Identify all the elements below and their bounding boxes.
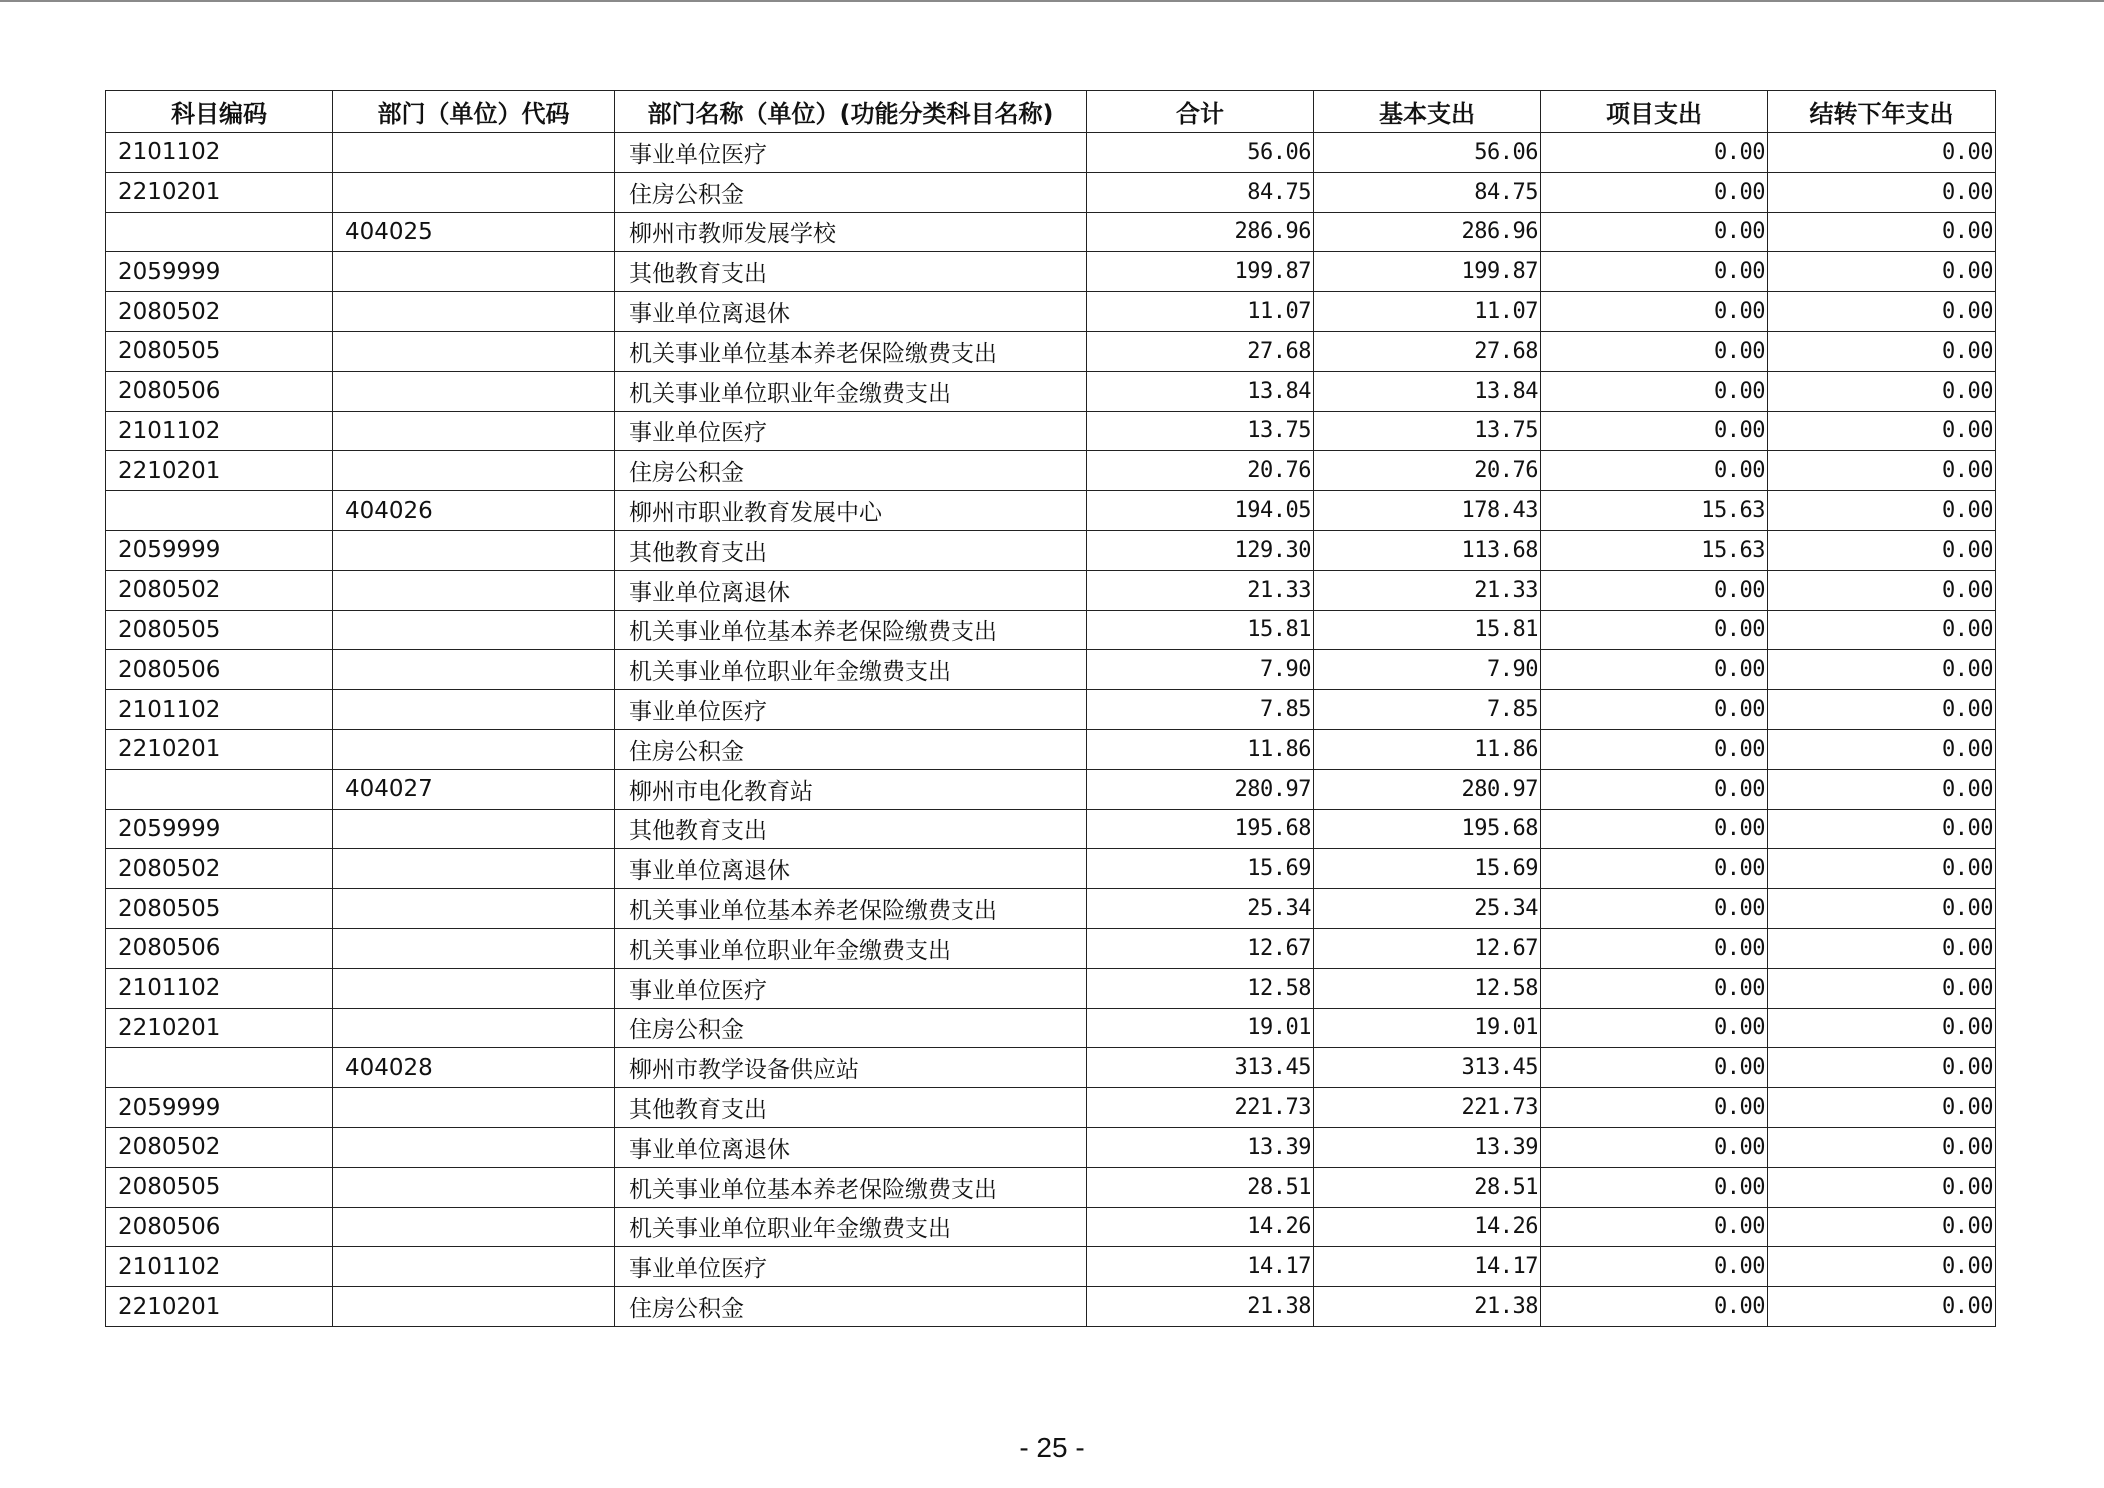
basic-expenditure-cell: 7.90 bbox=[1314, 650, 1541, 690]
table-row bbox=[106, 729, 1996, 769]
basic-expenditure-cell: 13.84 bbox=[1314, 371, 1541, 411]
basic-expenditure-cell: 13.75 bbox=[1314, 411, 1541, 451]
header-project-expenditure: 项目支出 bbox=[1541, 91, 1768, 133]
project-expenditure-cell: 0.00 bbox=[1541, 371, 1768, 411]
basic-expenditure-cell: 11.07 bbox=[1314, 292, 1541, 332]
subject-code-cell: 2059999 bbox=[106, 252, 333, 292]
department-code-cell bbox=[333, 849, 615, 889]
total-cell: 11.86 bbox=[1087, 729, 1314, 769]
department-code-cell bbox=[333, 1088, 615, 1128]
subject-code-cell: 2101102 bbox=[106, 968, 333, 1008]
table-row bbox=[106, 690, 1996, 730]
project-expenditure-cell: 0.00 bbox=[1541, 1127, 1768, 1167]
subject-code-cell: 2210201 bbox=[106, 172, 333, 212]
department-name-cell: 住房公积金 bbox=[615, 1287, 1087, 1327]
carryover-cell: 0.00 bbox=[1768, 212, 1996, 252]
carryover-cell: 0.00 bbox=[1768, 252, 1996, 292]
project-expenditure-cell: 0.00 bbox=[1541, 1247, 1768, 1287]
subject-code-cell bbox=[106, 491, 333, 531]
department-code-cell bbox=[333, 1008, 615, 1048]
department-name-cell: 事业单位医疗 bbox=[615, 1247, 1087, 1287]
project-expenditure-cell: 0.00 bbox=[1541, 1088, 1768, 1128]
department-code-cell: 404026 bbox=[333, 491, 615, 531]
basic-expenditure-cell: 25.34 bbox=[1314, 889, 1541, 929]
department-name-cell: 其他教育支出 bbox=[615, 809, 1087, 849]
department-name-cell: 柳州市职业教育发展中心 bbox=[615, 491, 1087, 531]
project-expenditure-cell: 0.00 bbox=[1541, 1287, 1768, 1327]
table-row bbox=[106, 1287, 1996, 1327]
table-row bbox=[106, 451, 1996, 491]
department-name-cell: 住房公积金 bbox=[615, 1008, 1087, 1048]
top-border-line bbox=[0, 0, 2104, 2]
project-expenditure-cell: 0.00 bbox=[1541, 172, 1768, 212]
project-expenditure-cell: 0.00 bbox=[1541, 889, 1768, 929]
total-cell: 13.39 bbox=[1087, 1127, 1314, 1167]
total-cell: 11.07 bbox=[1087, 292, 1314, 332]
carryover-cell: 0.00 bbox=[1768, 331, 1996, 371]
department-name-cell: 机关事业单位基本养老保险缴费支出 bbox=[615, 331, 1087, 371]
subject-code-cell bbox=[106, 212, 333, 252]
carryover-cell: 0.00 bbox=[1768, 172, 1996, 212]
total-cell: 56.06 bbox=[1087, 133, 1314, 173]
total-cell: 7.85 bbox=[1087, 690, 1314, 730]
total-cell: 280.97 bbox=[1087, 769, 1314, 809]
project-expenditure-cell: 0.00 bbox=[1541, 1008, 1768, 1048]
carryover-cell: 0.00 bbox=[1768, 690, 1996, 730]
table-row bbox=[106, 889, 1996, 929]
subject-code-cell: 2080505 bbox=[106, 610, 333, 650]
department-code-cell bbox=[333, 252, 615, 292]
department-name-cell: 住房公积金 bbox=[615, 451, 1087, 491]
basic-expenditure-cell: 21.38 bbox=[1314, 1287, 1541, 1327]
department-name-cell: 机关事业单位职业年金缴费支出 bbox=[615, 650, 1087, 690]
subject-code-cell: 2101102 bbox=[106, 411, 333, 451]
carryover-cell: 0.00 bbox=[1768, 530, 1996, 570]
department-name-cell: 其他教育支出 bbox=[615, 530, 1087, 570]
department-name-cell: 其他教育支出 bbox=[615, 252, 1087, 292]
subject-code-cell: 2210201 bbox=[106, 729, 333, 769]
department-code-cell bbox=[333, 371, 615, 411]
project-expenditure-cell: 15.63 bbox=[1541, 530, 1768, 570]
basic-expenditure-cell: 21.33 bbox=[1314, 570, 1541, 610]
basic-expenditure-cell: 11.86 bbox=[1314, 729, 1541, 769]
table-row bbox=[106, 849, 1996, 889]
project-expenditure-cell: 0.00 bbox=[1541, 331, 1768, 371]
subject-code-cell: 2080506 bbox=[106, 371, 333, 411]
subject-code-cell: 2080506 bbox=[106, 1207, 333, 1247]
department-code-cell bbox=[333, 968, 615, 1008]
total-cell: 21.33 bbox=[1087, 570, 1314, 610]
carryover-cell: 0.00 bbox=[1768, 451, 1996, 491]
subject-code-cell: 2210201 bbox=[106, 1008, 333, 1048]
table-row bbox=[106, 331, 1996, 371]
basic-expenditure-cell: 7.85 bbox=[1314, 690, 1541, 730]
table-row bbox=[106, 371, 1996, 411]
department-name-cell: 事业单位医疗 bbox=[615, 690, 1087, 730]
header-subject-code: 科目编码 bbox=[106, 91, 333, 133]
carryover-cell: 0.00 bbox=[1768, 1247, 1996, 1287]
basic-expenditure-cell: 84.75 bbox=[1314, 172, 1541, 212]
total-cell: 15.69 bbox=[1087, 849, 1314, 889]
total-cell: 313.45 bbox=[1087, 1048, 1314, 1088]
table-row bbox=[106, 1247, 1996, 1287]
basic-expenditure-cell: 28.51 bbox=[1314, 1167, 1541, 1207]
subject-code-cell: 2101102 bbox=[106, 690, 333, 730]
subject-code-cell: 2101102 bbox=[106, 1247, 333, 1287]
department-code-cell bbox=[333, 1207, 615, 1247]
budget-expenditure-table bbox=[105, 90, 1996, 1327]
subject-code-cell: 2080502 bbox=[106, 292, 333, 332]
basic-expenditure-cell: 178.43 bbox=[1314, 491, 1541, 531]
project-expenditure-cell: 0.00 bbox=[1541, 968, 1768, 1008]
carryover-cell: 0.00 bbox=[1768, 1207, 1996, 1247]
carryover-cell: 0.00 bbox=[1768, 968, 1996, 1008]
table-row bbox=[106, 1127, 1996, 1167]
total-cell: 14.17 bbox=[1087, 1247, 1314, 1287]
carryover-cell: 0.00 bbox=[1768, 1048, 1996, 1088]
table-row bbox=[106, 968, 1996, 1008]
carryover-cell: 0.00 bbox=[1768, 491, 1996, 531]
project-expenditure-cell: 0.00 bbox=[1541, 133, 1768, 173]
carryover-cell: 0.00 bbox=[1768, 1008, 1996, 1048]
department-name-cell: 事业单位医疗 bbox=[615, 968, 1087, 1008]
project-expenditure-cell: 0.00 bbox=[1541, 451, 1768, 491]
basic-expenditure-cell: 14.17 bbox=[1314, 1247, 1541, 1287]
department-code-cell: 404028 bbox=[333, 1048, 615, 1088]
subject-code-cell bbox=[106, 769, 333, 809]
department-code-cell bbox=[333, 570, 615, 610]
department-name-cell: 机关事业单位职业年金缴费支出 bbox=[615, 371, 1087, 411]
project-expenditure-cell: 0.00 bbox=[1541, 570, 1768, 610]
total-cell: 195.68 bbox=[1087, 809, 1314, 849]
project-expenditure-cell: 0.00 bbox=[1541, 849, 1768, 889]
department-code-cell: 404027 bbox=[333, 769, 615, 809]
department-name-cell: 机关事业单位基本养老保险缴费支出 bbox=[615, 610, 1087, 650]
project-expenditure-cell: 0.00 bbox=[1541, 769, 1768, 809]
subject-code-cell: 2059999 bbox=[106, 1088, 333, 1128]
carryover-cell: 0.00 bbox=[1768, 889, 1996, 929]
total-cell: 21.38 bbox=[1087, 1287, 1314, 1327]
project-expenditure-cell: 0.00 bbox=[1541, 212, 1768, 252]
table-row bbox=[106, 491, 1996, 531]
project-expenditure-cell: 0.00 bbox=[1541, 928, 1768, 968]
department-code-cell bbox=[333, 1167, 615, 1207]
table-row bbox=[106, 292, 1996, 332]
basic-expenditure-cell: 27.68 bbox=[1314, 331, 1541, 371]
carryover-cell: 0.00 bbox=[1768, 1088, 1996, 1128]
carryover-cell: 0.00 bbox=[1768, 729, 1996, 769]
total-cell: 19.01 bbox=[1087, 1008, 1314, 1048]
table-row bbox=[106, 610, 1996, 650]
department-code-cell bbox=[333, 809, 615, 849]
table-row bbox=[106, 928, 1996, 968]
total-cell: 194.05 bbox=[1087, 491, 1314, 531]
carryover-cell: 0.00 bbox=[1768, 570, 1996, 610]
total-cell: 7.90 bbox=[1087, 650, 1314, 690]
header-department-name: 部门名称（单位）(功能分类科目名称) bbox=[615, 91, 1087, 133]
project-expenditure-cell: 0.00 bbox=[1541, 1167, 1768, 1207]
department-code-cell bbox=[333, 729, 615, 769]
subject-code-cell: 2080502 bbox=[106, 570, 333, 610]
total-cell: 286.96 bbox=[1087, 212, 1314, 252]
department-code-cell bbox=[333, 172, 615, 212]
basic-expenditure-cell: 12.67 bbox=[1314, 928, 1541, 968]
total-cell: 20.76 bbox=[1087, 451, 1314, 491]
total-cell: 221.73 bbox=[1087, 1088, 1314, 1128]
project-expenditure-cell: 0.00 bbox=[1541, 610, 1768, 650]
basic-expenditure-cell: 20.76 bbox=[1314, 451, 1541, 491]
basic-expenditure-cell: 15.69 bbox=[1314, 849, 1541, 889]
table-row bbox=[106, 172, 1996, 212]
subject-code-cell: 2080505 bbox=[106, 889, 333, 929]
header-department-code: 部门（单位）代码 bbox=[333, 91, 615, 133]
department-code-cell bbox=[333, 451, 615, 491]
carryover-cell: 0.00 bbox=[1768, 1127, 1996, 1167]
basic-expenditure-cell: 56.06 bbox=[1314, 133, 1541, 173]
subject-code-cell: 2080502 bbox=[106, 1127, 333, 1167]
project-expenditure-cell: 0.00 bbox=[1541, 690, 1768, 730]
project-expenditure-cell: 0.00 bbox=[1541, 809, 1768, 849]
basic-expenditure-cell: 12.58 bbox=[1314, 968, 1541, 1008]
department-code-cell bbox=[333, 133, 615, 173]
department-name-cell: 事业单位离退休 bbox=[615, 292, 1087, 332]
basic-expenditure-cell: 221.73 bbox=[1314, 1088, 1541, 1128]
table-row bbox=[106, 212, 1996, 252]
department-code-cell bbox=[333, 530, 615, 570]
table-row bbox=[106, 570, 1996, 610]
subject-code-cell: 2080505 bbox=[106, 1167, 333, 1207]
table-row bbox=[106, 411, 1996, 451]
basic-expenditure-cell: 13.39 bbox=[1314, 1127, 1541, 1167]
total-cell: 12.58 bbox=[1087, 968, 1314, 1008]
total-cell: 14.26 bbox=[1087, 1207, 1314, 1247]
department-code-cell bbox=[333, 610, 615, 650]
basic-expenditure-cell: 280.97 bbox=[1314, 769, 1541, 809]
department-name-cell: 机关事业单位基本养老保险缴费支出 bbox=[615, 889, 1087, 929]
carryover-cell: 0.00 bbox=[1768, 371, 1996, 411]
carryover-cell: 0.00 bbox=[1768, 650, 1996, 690]
subject-code-cell: 2210201 bbox=[106, 1287, 333, 1327]
subject-code-cell: 2080502 bbox=[106, 849, 333, 889]
total-cell: 15.81 bbox=[1087, 610, 1314, 650]
department-name-cell: 机关事业单位基本养老保险缴费支出 bbox=[615, 1167, 1087, 1207]
subject-code-cell: 2059999 bbox=[106, 809, 333, 849]
department-code-cell bbox=[333, 1287, 615, 1327]
basic-expenditure-cell: 15.81 bbox=[1314, 610, 1541, 650]
basic-expenditure-cell: 313.45 bbox=[1314, 1048, 1541, 1088]
total-cell: 13.75 bbox=[1087, 411, 1314, 451]
total-cell: 12.67 bbox=[1087, 928, 1314, 968]
carryover-cell: 0.00 bbox=[1768, 411, 1996, 451]
department-code-cell bbox=[333, 1247, 615, 1287]
department-name-cell: 事业单位医疗 bbox=[615, 411, 1087, 451]
department-name-cell: 其他教育支出 bbox=[615, 1088, 1087, 1128]
total-cell: 25.34 bbox=[1087, 889, 1314, 929]
table-row bbox=[106, 650, 1996, 690]
project-expenditure-cell: 0.00 bbox=[1541, 650, 1768, 690]
department-name-cell: 事业单位离退休 bbox=[615, 570, 1087, 610]
carryover-cell: 0.00 bbox=[1768, 1287, 1996, 1327]
department-code-cell bbox=[333, 928, 615, 968]
basic-expenditure-cell: 195.68 bbox=[1314, 809, 1541, 849]
department-code-cell bbox=[333, 292, 615, 332]
table-row bbox=[106, 1207, 1996, 1247]
project-expenditure-cell: 0.00 bbox=[1541, 292, 1768, 332]
table-header-row bbox=[106, 91, 1996, 133]
department-code-cell bbox=[333, 650, 615, 690]
carryover-cell: 0.00 bbox=[1768, 133, 1996, 173]
table-row bbox=[106, 1167, 1996, 1207]
department-code-cell bbox=[333, 331, 615, 371]
table-row bbox=[106, 1088, 1996, 1128]
table-row bbox=[106, 252, 1996, 292]
carryover-cell: 0.00 bbox=[1768, 1167, 1996, 1207]
department-name-cell: 机关事业单位职业年金缴费支出 bbox=[615, 928, 1087, 968]
department-name-cell: 机关事业单位职业年金缴费支出 bbox=[615, 1207, 1087, 1247]
subject-code-cell bbox=[106, 1048, 333, 1088]
department-name-cell: 柳州市教师发展学校 bbox=[615, 212, 1087, 252]
project-expenditure-cell: 0.00 bbox=[1541, 729, 1768, 769]
total-cell: 199.87 bbox=[1087, 252, 1314, 292]
table-row bbox=[106, 1008, 1996, 1048]
department-code-cell bbox=[333, 1127, 615, 1167]
project-expenditure-cell: 0.00 bbox=[1541, 1207, 1768, 1247]
subject-code-cell: 2080505 bbox=[106, 331, 333, 371]
department-name-cell: 事业单位医疗 bbox=[615, 133, 1087, 173]
department-name-cell: 事业单位离退休 bbox=[615, 849, 1087, 889]
subject-code-cell: 2059999 bbox=[106, 530, 333, 570]
table-row bbox=[106, 809, 1996, 849]
header-basic-expenditure: 基本支出 bbox=[1314, 91, 1541, 133]
total-cell: 129.30 bbox=[1087, 530, 1314, 570]
table-row bbox=[106, 769, 1996, 809]
department-name-cell: 住房公积金 bbox=[615, 172, 1087, 212]
department-name-cell: 柳州市教学设备供应站 bbox=[615, 1048, 1087, 1088]
basic-expenditure-cell: 199.87 bbox=[1314, 252, 1541, 292]
basic-expenditure-cell: 113.68 bbox=[1314, 530, 1541, 570]
carryover-cell: 0.00 bbox=[1768, 769, 1996, 809]
department-code-cell bbox=[333, 690, 615, 730]
project-expenditure-cell: 0.00 bbox=[1541, 252, 1768, 292]
subject-code-cell: 2210201 bbox=[106, 451, 333, 491]
subject-code-cell: 2080506 bbox=[106, 650, 333, 690]
subject-code-cell: 2101102 bbox=[106, 133, 333, 173]
subject-code-cell: 2080506 bbox=[106, 928, 333, 968]
table-row bbox=[106, 530, 1996, 570]
table-body bbox=[106, 133, 1996, 1327]
basic-expenditure-cell: 19.01 bbox=[1314, 1008, 1541, 1048]
table-row bbox=[106, 133, 1996, 173]
table-row bbox=[106, 1048, 1996, 1088]
carryover-cell: 0.00 bbox=[1768, 849, 1996, 889]
project-expenditure-cell: 0.00 bbox=[1541, 411, 1768, 451]
department-name-cell: 住房公积金 bbox=[615, 729, 1087, 769]
carryover-cell: 0.00 bbox=[1768, 292, 1996, 332]
carryover-cell: 0.00 bbox=[1768, 610, 1996, 650]
total-cell: 27.68 bbox=[1087, 331, 1314, 371]
department-name-cell: 柳州市电化教育站 bbox=[615, 769, 1087, 809]
total-cell: 28.51 bbox=[1087, 1167, 1314, 1207]
header-carryover-expenditure: 结转下年支出 bbox=[1768, 91, 1996, 133]
total-cell: 13.84 bbox=[1087, 371, 1314, 411]
project-expenditure-cell: 0.00 bbox=[1541, 1048, 1768, 1088]
project-expenditure-cell: 15.63 bbox=[1541, 491, 1768, 531]
page-number: - 25 - bbox=[1019, 1432, 1085, 1463]
carryover-cell: 0.00 bbox=[1768, 809, 1996, 849]
header-total: 合计 bbox=[1087, 91, 1314, 133]
total-cell: 84.75 bbox=[1087, 172, 1314, 212]
department-code-cell bbox=[333, 889, 615, 929]
basic-expenditure-cell: 14.26 bbox=[1314, 1207, 1541, 1247]
department-code-cell: 404025 bbox=[333, 212, 615, 252]
basic-expenditure-cell: 286.96 bbox=[1314, 212, 1541, 252]
department-code-cell bbox=[333, 411, 615, 451]
carryover-cell: 0.00 bbox=[1768, 928, 1996, 968]
department-name-cell: 事业单位离退休 bbox=[615, 1127, 1087, 1167]
